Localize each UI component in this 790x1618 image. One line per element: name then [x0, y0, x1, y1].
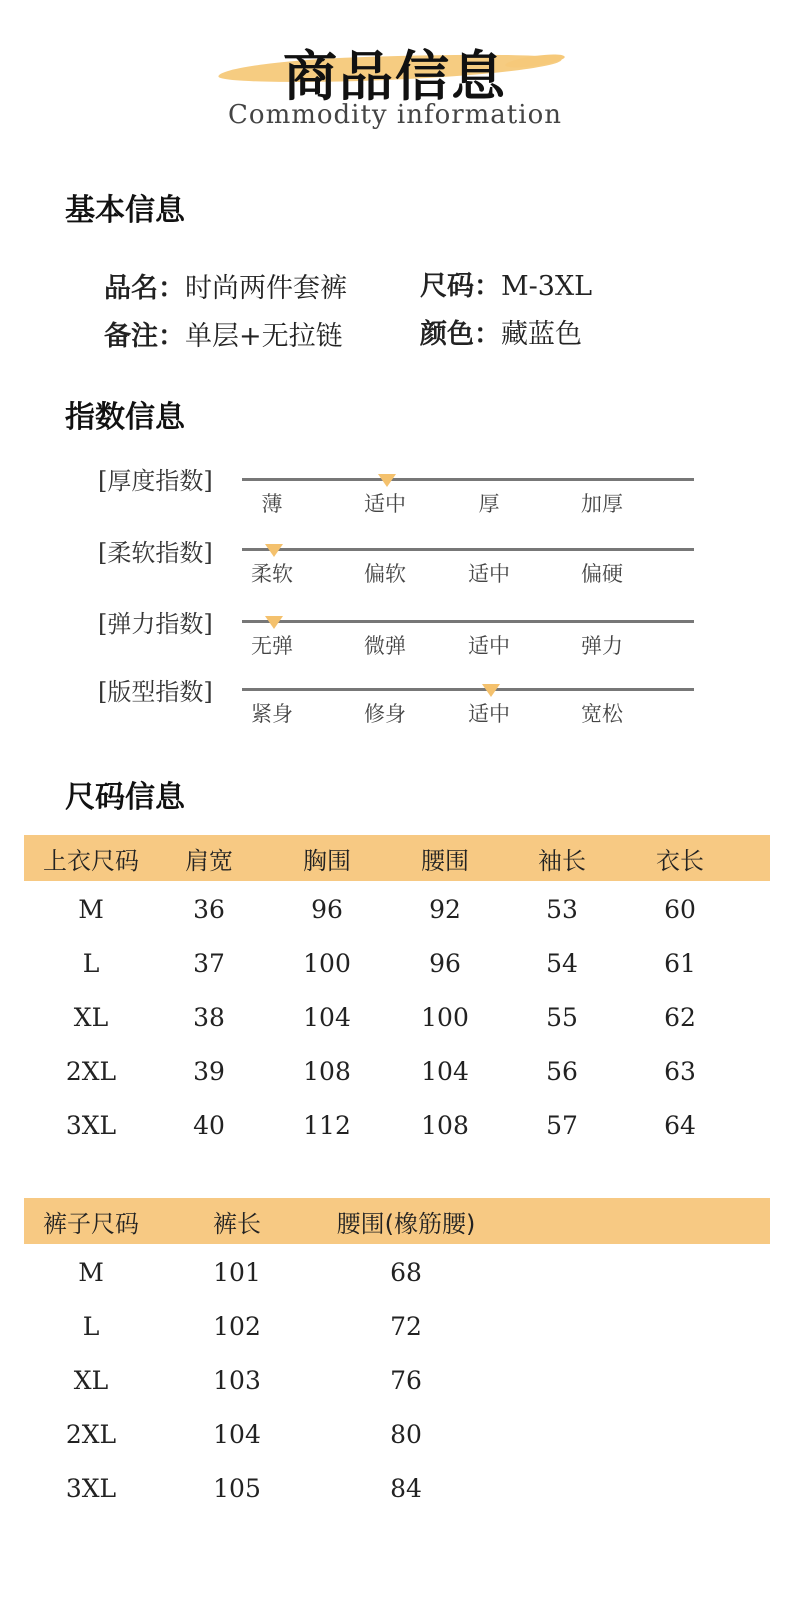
index-option: 薄	[261, 492, 283, 516]
top-table-cell: 112	[303, 1111, 351, 1140]
top-table-column-header: 腰围	[421, 847, 469, 875]
top-table-cell: 96	[429, 949, 461, 978]
pants-table-column-header: 裤子尺码	[43, 1210, 139, 1238]
index-info-heading: 指数信息	[65, 400, 185, 435]
index-marker-icon	[265, 544, 283, 557]
index-label: [版型指数]	[98, 678, 213, 706]
top-table-cell: 3XL	[65, 1111, 117, 1140]
top-table-cell: 60	[664, 895, 696, 924]
index-option: 偏软	[364, 562, 406, 586]
index-option: 适中	[468, 562, 510, 586]
product-name-row	[104, 266, 347, 305]
index-label: [柔软指数]	[98, 539, 213, 567]
pants-table-cell: M	[78, 1258, 104, 1287]
top-table-cell: 53	[546, 895, 578, 924]
index-option: 宽松	[581, 702, 623, 726]
pants-table-cell: 101	[213, 1258, 261, 1287]
top-table-cell: 62	[664, 1003, 696, 1032]
pants-table-cell: 80	[390, 1420, 422, 1449]
top-table-cell: 55	[546, 1003, 578, 1032]
top-table-cell: M	[78, 895, 104, 924]
index-label: [厚度指数]	[98, 467, 213, 495]
top-table-cell: 40	[193, 1111, 225, 1140]
pants-table-cell: 68	[390, 1258, 422, 1287]
top-table-cell: 104	[421, 1057, 469, 1086]
pants-table-cell: XL	[73, 1366, 109, 1395]
index-option: 加厚	[581, 492, 623, 516]
size-range-value: M-3XL	[501, 271, 593, 302]
pants-table-cell: L	[82, 1312, 100, 1341]
top-table-cell: 37	[193, 949, 225, 978]
note-value: 单层+无拉链	[185, 321, 343, 352]
top-table-column-header: 上衣尺码	[43, 847, 139, 875]
color-row	[420, 312, 582, 351]
top-table-cell: XL	[73, 1003, 109, 1032]
index-marker-icon	[482, 684, 500, 697]
top-table-cell: 54	[546, 949, 578, 978]
index-option: 弹力	[581, 634, 623, 658]
top-table-cell: 57	[546, 1111, 578, 1140]
index-option: 修身	[364, 702, 406, 726]
pants-table-cell: 3XL	[65, 1474, 117, 1503]
index-option: 适中	[364, 492, 406, 516]
top-table-cell: 108	[303, 1057, 351, 1086]
index-option: 适中	[468, 702, 510, 726]
note-key: 备注：	[104, 321, 185, 352]
pants-table-cell: 76	[390, 1366, 422, 1395]
pants-table-cell: 2XL	[65, 1420, 117, 1449]
index-marker-icon	[378, 474, 396, 487]
top-table-column-header: 肩宽	[185, 847, 233, 875]
index-label: [弹力指数]	[98, 610, 213, 638]
index-option: 柔软	[251, 562, 293, 586]
top-table-cell: 92	[429, 895, 461, 924]
top-table-cell: 100	[303, 949, 351, 978]
size-range-row	[420, 264, 592, 303]
top-table-cell: L	[82, 949, 100, 978]
size-info-heading: 尺码信息	[65, 780, 185, 815]
index-option: 厚	[478, 492, 500, 516]
product-name-value: 时尚两件套裤	[185, 273, 347, 304]
top-table-column-header: 衣长	[656, 847, 704, 875]
index-track	[242, 688, 694, 691]
pants-table-cell: 104	[213, 1420, 261, 1449]
index-track	[242, 620, 694, 623]
index-option: 适中	[468, 634, 510, 658]
size-range-key: 尺码：	[420, 271, 501, 302]
top-table-cell: 108	[421, 1111, 469, 1140]
color-value: 藏蓝色	[501, 319, 582, 350]
index-option: 无弹	[251, 634, 293, 658]
top-table-column-header: 胸围	[303, 847, 351, 875]
top-table-cell: 96	[311, 895, 343, 924]
page-title: 商品信息	[283, 44, 507, 108]
index-marker-icon	[265, 616, 283, 629]
basic-info-heading: 基本信息	[65, 193, 185, 228]
top-table-cell: 61	[664, 949, 696, 978]
top-table-cell: 39	[193, 1057, 225, 1086]
top-table-cell: 36	[193, 895, 225, 924]
pants-table-cell: 72	[390, 1312, 422, 1341]
pants-table-column-header: 腰围(橡筋腰)	[336, 1210, 476, 1238]
pants-table-column-header: 裤长	[213, 1210, 261, 1238]
index-option: 微弹	[364, 634, 406, 658]
pants-table-cell: 84	[390, 1474, 422, 1503]
index-track	[242, 548, 694, 551]
top-table-cell: 104	[303, 1003, 351, 1032]
note-row	[104, 314, 343, 353]
top-table-cell: 2XL	[65, 1057, 117, 1086]
pants-table-cell: 102	[213, 1312, 261, 1341]
top-table-cell: 56	[546, 1057, 578, 1086]
page-subtitle: Commodity information	[228, 100, 562, 130]
top-table-cell: 63	[664, 1057, 696, 1086]
top-table-cell: 38	[193, 1003, 225, 1032]
pants-table-cell: 103	[213, 1366, 261, 1395]
top-table-cell: 100	[421, 1003, 469, 1032]
index-option: 紧身	[251, 702, 293, 726]
top-table-column-header: 袖长	[538, 847, 586, 875]
pants-table-cell: 105	[213, 1474, 261, 1503]
product-name-key: 品名：	[104, 273, 185, 304]
top-table-cell: 64	[664, 1111, 696, 1140]
color-key: 颜色：	[420, 319, 501, 350]
index-track	[242, 478, 694, 481]
index-option: 偏硬	[581, 562, 623, 586]
